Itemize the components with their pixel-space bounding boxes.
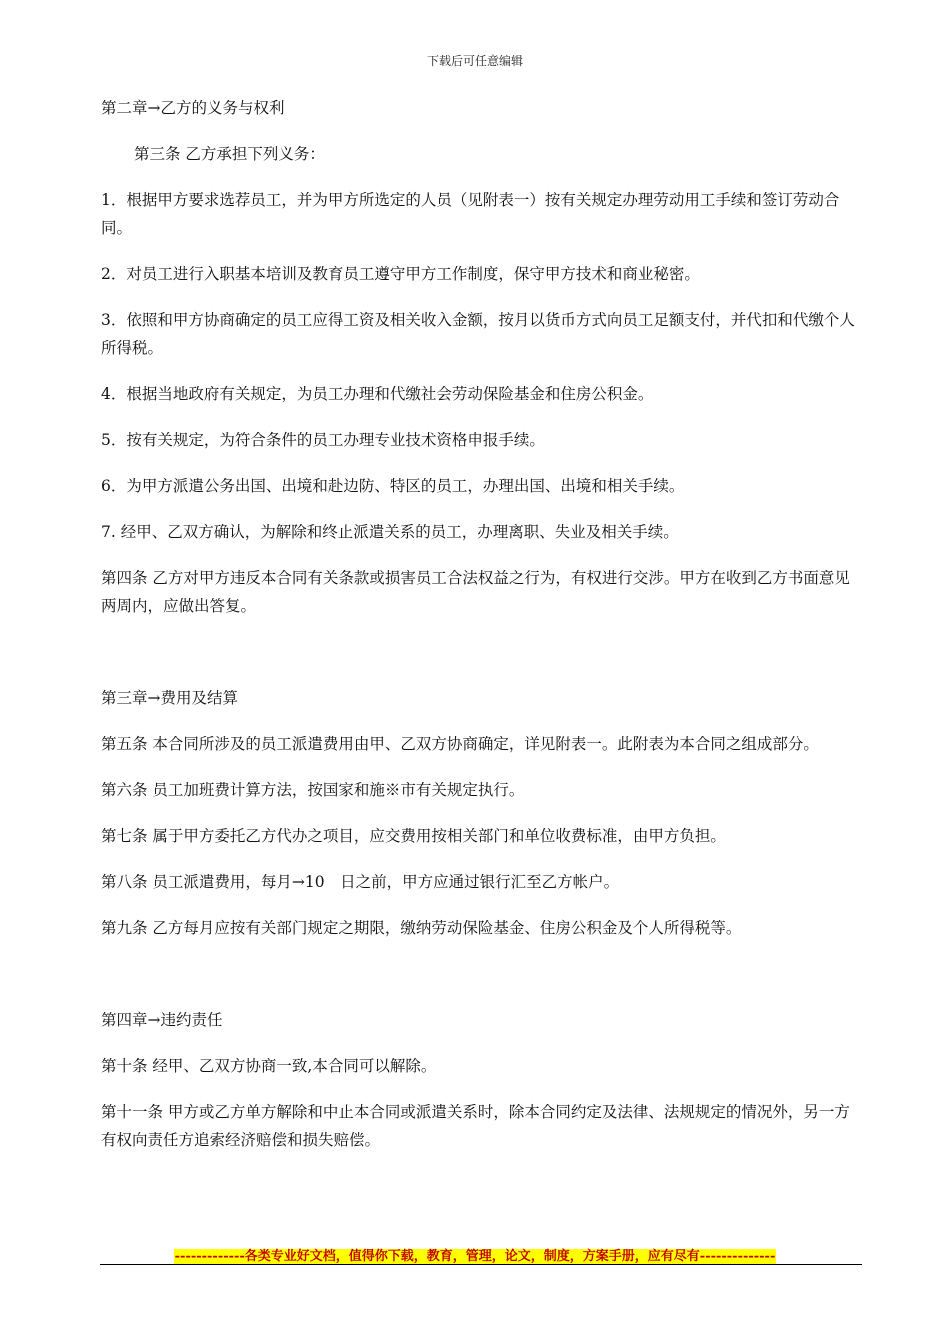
article-7: 第七条 属于甲方委托乙方代办之项目，应交费用按相关部门和单位收费标准，由甲方负担。 — [101, 827, 726, 845]
footer-banner — [0, 1245, 950, 1264]
page-header: 下载后可任意编辑 — [426, 54, 523, 68]
duty-item-2: 2．对员工进行入职基本培训及教育员工遵守甲方工作制度，保守甲方技术和商业秘密。 — [101, 265, 700, 283]
article-4: 第四条 乙方对甲方违反本合同有关条款或损害员工合法权益之行为，有权进行交涉。甲方在收到乙方书面意见两周内，应做出答复。 — [101, 569, 850, 615]
duty-item-3: 3．依照和甲方协商确定的员工应得工资及相关收入金额，按月以货币方式向员工足额支付，并代扣和代缴个人所得税。 — [101, 311, 855, 357]
section-spacer — [101, 960, 861, 1006]
article-11: 第十一条 甲方或乙方单方解除和中止本合同或派遣关系时，除本合同约定及法律、法规规定的情况外，另一方有权向责任方追索经济赔偿和损失赔偿。 — [101, 1103, 850, 1149]
chapter-4-heading: 第四章→违约责任 — [101, 1011, 223, 1029]
article-3-heading: 第三条 乙方承担下列义务： — [134, 145, 325, 163]
duty-item-4: 4．根据当地政府有关规定，为员工办理和代缴社会劳动保险基金和住房公积金。 — [101, 385, 654, 403]
chapter-3-heading: 第三章→费用及结算 — [101, 689, 238, 707]
document-body — [101, 94, 861, 1172]
duty-item-7: 7. 经甲、乙双方确认，为解除和终止派遣关系的员工，办理离职、失业及相关手续。 — [101, 523, 679, 541]
article-6: 第六条 员工加班费计算方法，按国家和施※市有关规定执行。 — [101, 781, 525, 799]
chapter-2-heading: 第二章→乙方的义务与权利 — [101, 99, 285, 117]
article-10: 第十条 经甲、乙双方协商一致,本合同可以解除。 — [101, 1057, 437, 1075]
duty-item-6: 6．为甲方派遣公务出国、出境和赴边防、特区的员工，办理出国、出境和相关手续。 — [101, 477, 685, 495]
article-8: 第八条 员工派遣费用，每月→10 日之前，甲方应通过银行汇至乙方帐户。 — [101, 873, 620, 891]
duty-item-5: 5．按有关规定，为符合条件的员工办理专业技术资格申报手续。 — [101, 431, 545, 449]
duty-item-1: 1．根据甲方要求选荐员工，并为甲方所选定的人员（见附表一）按有关规定办理劳动用工手续和签订劳动合同。 — [101, 191, 840, 237]
article-5: 第五条 本合同所涉及的员工派遣费用由甲、乙双方协商确定，详见附表一。此附表为本合同之组成部分。 — [101, 735, 819, 753]
section-spacer — [101, 638, 861, 684]
footer-banner-text: -------------各类专业好文档，值得你下载，教育，管理，论文，制度，方案手册，应有尽有-------------- — [174, 1249, 776, 1264]
article-9: 第九条 乙方每月应按有关部门规定之期限，缴纳劳动保险基金、住房公积金及个人所得税等。 — [101, 919, 742, 937]
footer-divider — [100, 1264, 862, 1265]
